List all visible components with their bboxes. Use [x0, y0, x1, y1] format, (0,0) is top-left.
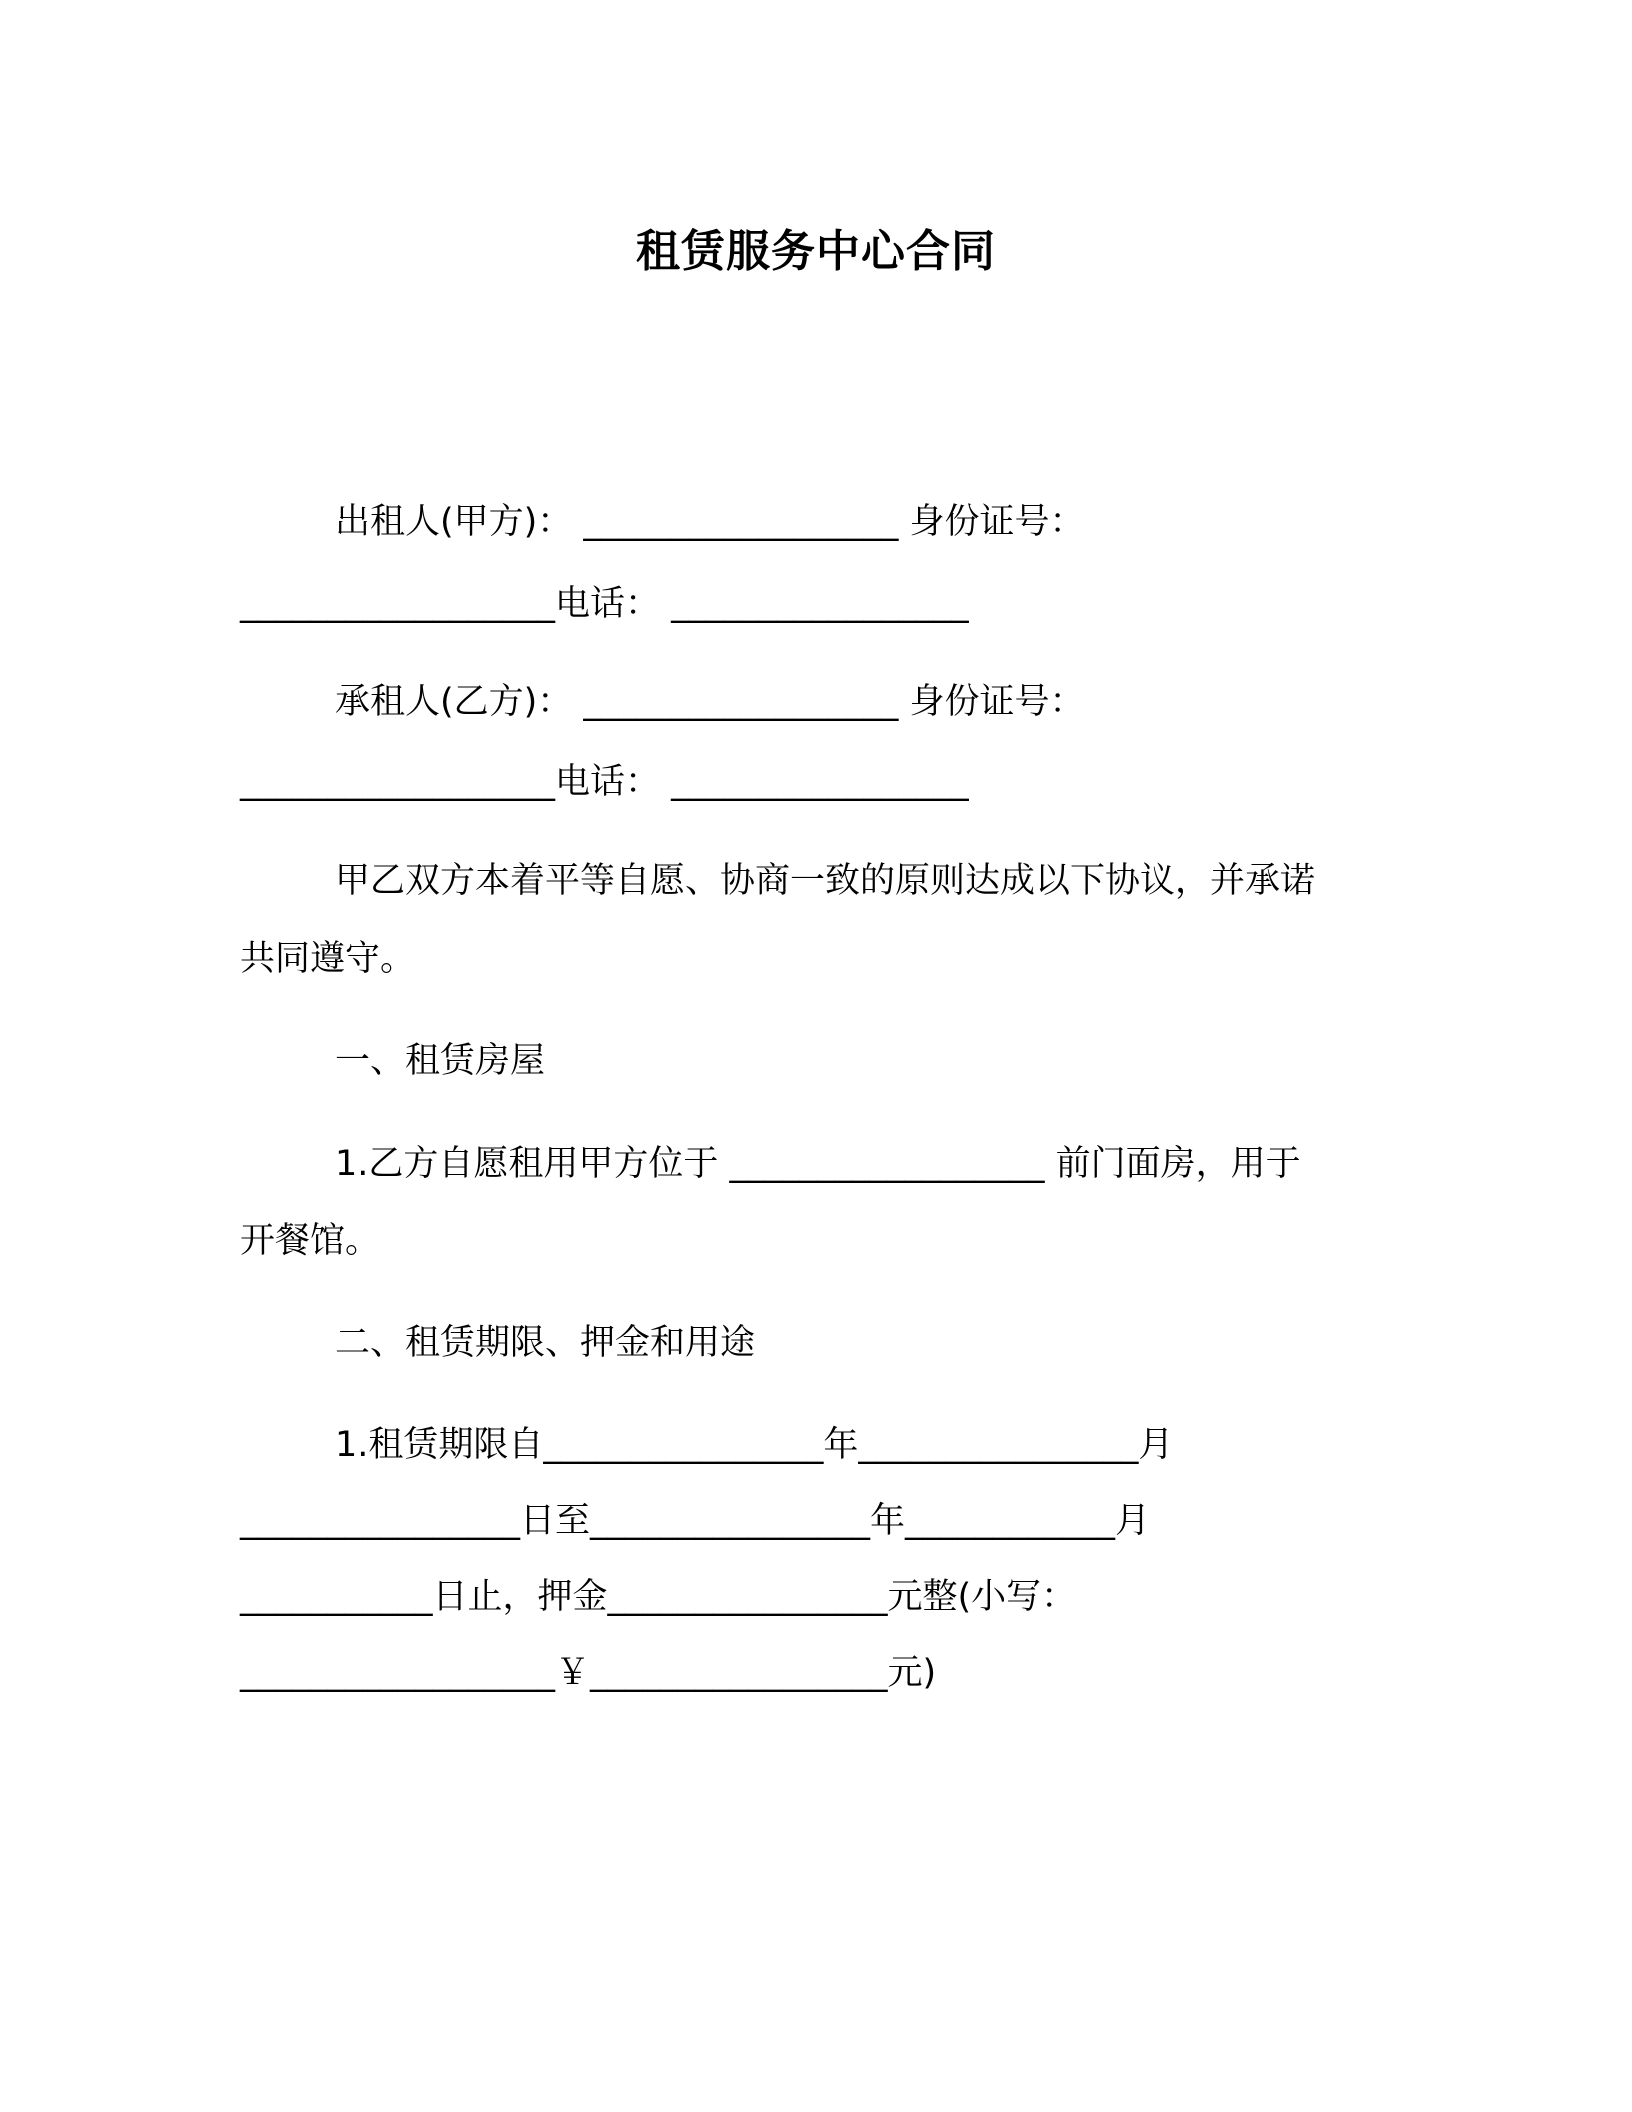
agreement-line-2: 共同遵守。 — [240, 939, 416, 979]
document-title: 租赁服务中心合同 — [636, 226, 996, 277]
lessor-line: 出租人(甲方)： __________________ 身份证号： — [335, 502, 1085, 542]
term-line-1: 1.租赁期限自________________年________________月 — [335, 1425, 1174, 1465]
agreement-line-1: 甲乙双方本着平等自愿、协商一致的原则达成以下协议，并承诺 — [335, 861, 1316, 901]
lessor-contact-line: __________________电话： _________________ — [240, 584, 969, 624]
clause-1-line-1: 1.乙方自愿租用甲方位于 __________________ 前门面房，用于 — [335, 1144, 1301, 1184]
section-heading-2: 二、租赁期限、押金和用途 — [335, 1323, 756, 1363]
lessee-line: 承租人(乙方)： __________________ 身份证号： — [335, 682, 1085, 722]
term-line-3: ___________日止，押金________________元整(小写： — [240, 1577, 1077, 1617]
term-line-4: __________________￥_________________元) — [240, 1653, 937, 1693]
clause-1-line-2: 开餐馆。 — [240, 1221, 381, 1261]
lessee-contact-line: __________________电话： _________________ — [240, 762, 969, 802]
term-line-2: ________________日至________________年____________月 — [240, 1501, 1151, 1541]
section-heading-1: 一、租赁房屋 — [335, 1041, 546, 1081]
